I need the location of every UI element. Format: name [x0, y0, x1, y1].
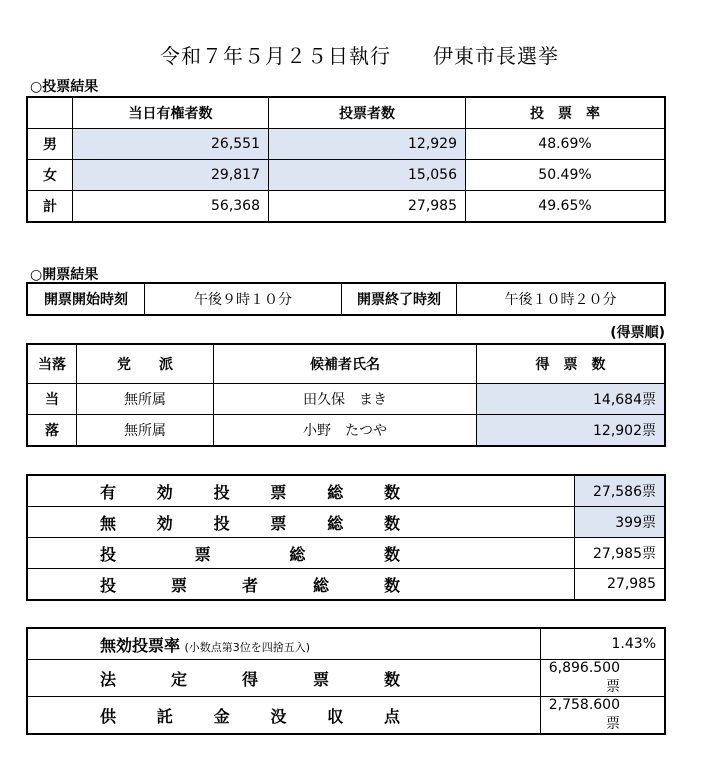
party: 無所属 [77, 384, 214, 415]
candidate-name: 田久保 まき [214, 384, 477, 415]
table-row [27, 160, 665, 191]
electors-value: 26,551 [73, 129, 269, 160]
result-mark: 当 [27, 384, 77, 415]
electors-value: 29,817 [73, 160, 269, 191]
counting-section-label: ○開票結果 [30, 267, 99, 283]
electors-value: 56,368 [73, 191, 269, 223]
ballots-total-value: 27,985票 [575, 538, 666, 569]
end-time-label: 開票終了時刻 [342, 283, 457, 315]
voting-section-label: ○投票結果 [30, 79, 99, 95]
candidate-votes: 14,684票 [477, 384, 666, 415]
table-row [27, 697, 665, 735]
candidate-votes: 12,902票 [477, 415, 666, 447]
order-note: (得票順) [610, 325, 665, 341]
rate-value: 50.49% [466, 160, 666, 191]
page-title: 令和７年５月２５日執行 伊東市長選挙 [160, 44, 559, 68]
rate-value: 49.65% [466, 191, 666, 223]
header-votes: 得 票 数 [477, 344, 666, 384]
result-mark: 落 [27, 415, 77, 447]
voters-total-value: 27,985 [575, 569, 666, 601]
row-label: 計 [27, 191, 73, 223]
deposit-forfeit-value: 2,758.600票 [540, 697, 665, 735]
table-row [27, 507, 665, 538]
header-electors: 当日有権者数 [73, 97, 269, 129]
table-row [27, 191, 665, 223]
voters-value: 27,985 [269, 191, 466, 223]
voters-total-label: 投票者総数 [100, 575, 400, 595]
counting-time-table [26, 282, 666, 316]
party: 無所属 [77, 415, 214, 447]
voting-results-table [26, 96, 666, 223]
row-label: 男 [27, 129, 73, 160]
table-row [27, 384, 665, 415]
voters-value: 12,929 [269, 129, 466, 160]
table-row [27, 628, 665, 660]
invalid-rate-value: 1.43% [540, 628, 665, 660]
candidate-name: 小野 たつや [214, 415, 477, 447]
table-row [27, 415, 665, 447]
invalid-total-label: 無効投票総数 [100, 513, 400, 533]
row-label: 女 [27, 160, 73, 191]
legal-votes-value: 6,896.500票 [540, 660, 665, 697]
start-time-value: 午後９時１０分 [145, 283, 342, 315]
table-row [27, 129, 665, 160]
invalid-rate-label: 無効投票率 [100, 635, 181, 655]
table-row [27, 569, 665, 601]
legal-votes-label: 法定得票数 [100, 669, 400, 689]
valid-total-label: 有効投票総数 [100, 482, 400, 502]
end-time-value: 午後１０時２０分 [457, 283, 666, 315]
table-row [27, 660, 665, 697]
candidates-table [26, 343, 666, 447]
invalid-total-value: 399票 [575, 507, 666, 538]
rate-value: 48.69% [466, 129, 666, 160]
valid-total-value: 27,586票 [575, 475, 666, 507]
table-row [27, 538, 665, 569]
header-voters: 投票者数 [269, 97, 466, 129]
voters-value: 15,056 [269, 160, 466, 191]
deposit-forfeit-label: 供託金没収点 [100, 706, 400, 726]
table-row [27, 475, 665, 507]
invalid-rate-note: (小数点第3位を四捨五入) [184, 640, 311, 654]
totals-table [26, 474, 666, 601]
start-time-label: 開票開始時刻 [27, 283, 145, 315]
header-name: 候補者氏名 [214, 344, 477, 384]
ballots-total-label: 投票総数 [100, 544, 400, 564]
header-party: 党 派 [77, 344, 214, 384]
header-result: 当落 [27, 344, 77, 384]
other-table [26, 627, 666, 735]
header-rate: 投 票 率 [466, 97, 666, 129]
